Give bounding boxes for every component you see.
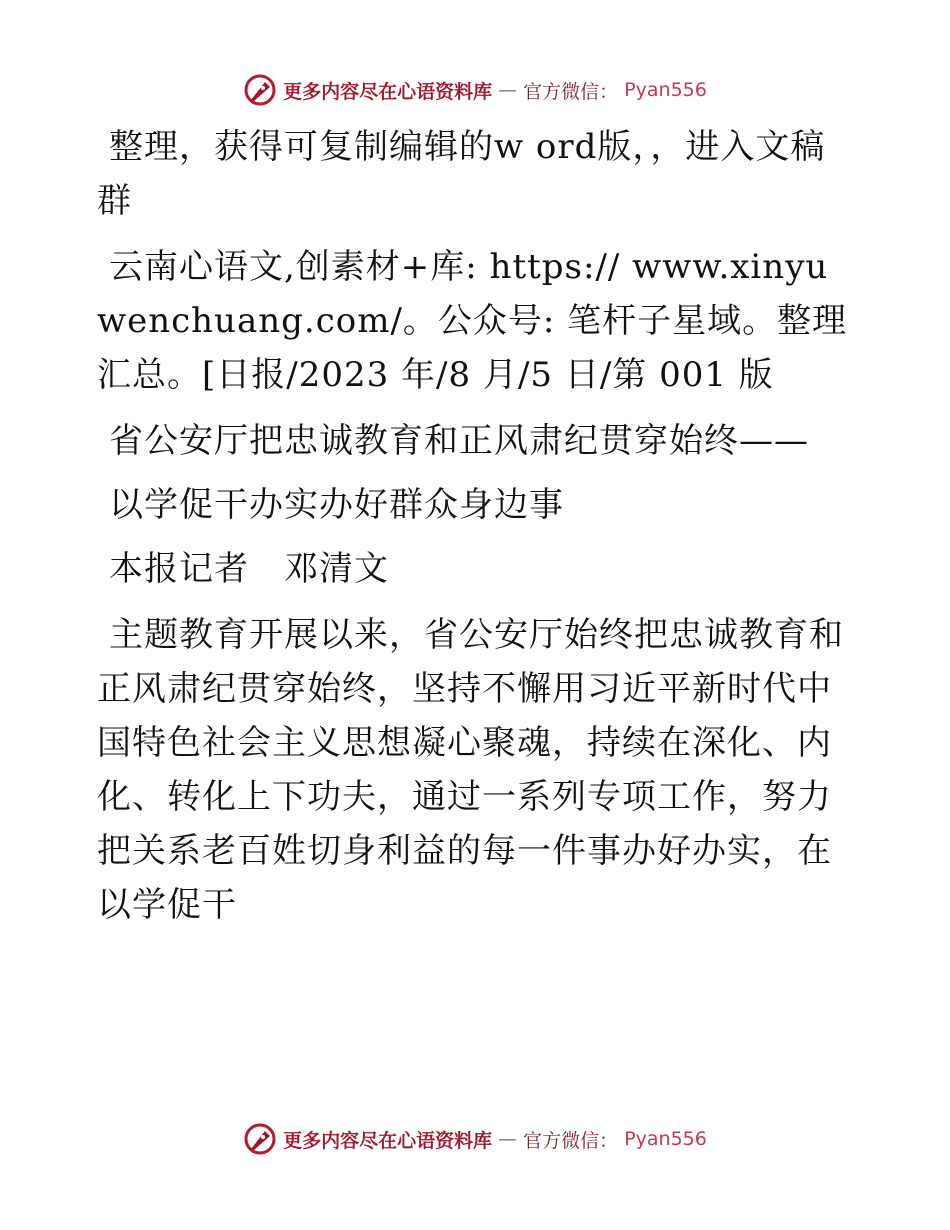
footer-wechat-id: Pyan556 [624, 1128, 707, 1150]
footer-sub-text: 官方微信： [523, 1129, 619, 1152]
document-body [97, 120, 857, 944]
paragraph-intro: 整理，获得可复制编辑的w ord版，，进入文稿群 [97, 127, 826, 221]
article-title-line-2: 以学促干办实办好群众身边事 [109, 485, 564, 525]
footer-banner [0, 1119, 950, 1159]
pen-nib-logo-icon [243, 1122, 277, 1156]
header-banner [0, 70, 950, 110]
banner-sub-text: 官方微信： [523, 80, 619, 103]
paragraph-body: 主题教育开展以来，省公安厅始终把忠诚教育和正风肃纪贯穿始终，坚持不懈用习近平新时代中国特色社会主义思想凝心聚魂，持续在深化、内化、转化上下功夫，通过一系列专项工作，努力把关系老百姓切身利益的每一件事办好办实，在以学促干 [97, 615, 844, 925]
banner-main-text: 更多内容尽在心语资料库 [283, 80, 493, 103]
pen-nib-logo-icon [243, 73, 277, 107]
article-byline: 本报记者 邓清文 [109, 549, 389, 589]
footer-dash: — [498, 1128, 518, 1150]
banner-wechat-id: Pyan556 [624, 79, 707, 101]
paragraph-source: 云南心语文,创素材+库: https:// www.xinyuwenchuang.com/。公众号: 笔杆子星域。整理汇总。[日报/2023 年/8 月/5 日/第 001 版 [97, 247, 848, 395]
banner-dash: — [498, 79, 518, 101]
footer-main-text: 更多内容尽在心语资料库 [283, 1129, 493, 1152]
article-title-line-1: 省公安厅把忠诚教育和正风肃纪贯穿始终—— [109, 421, 809, 461]
